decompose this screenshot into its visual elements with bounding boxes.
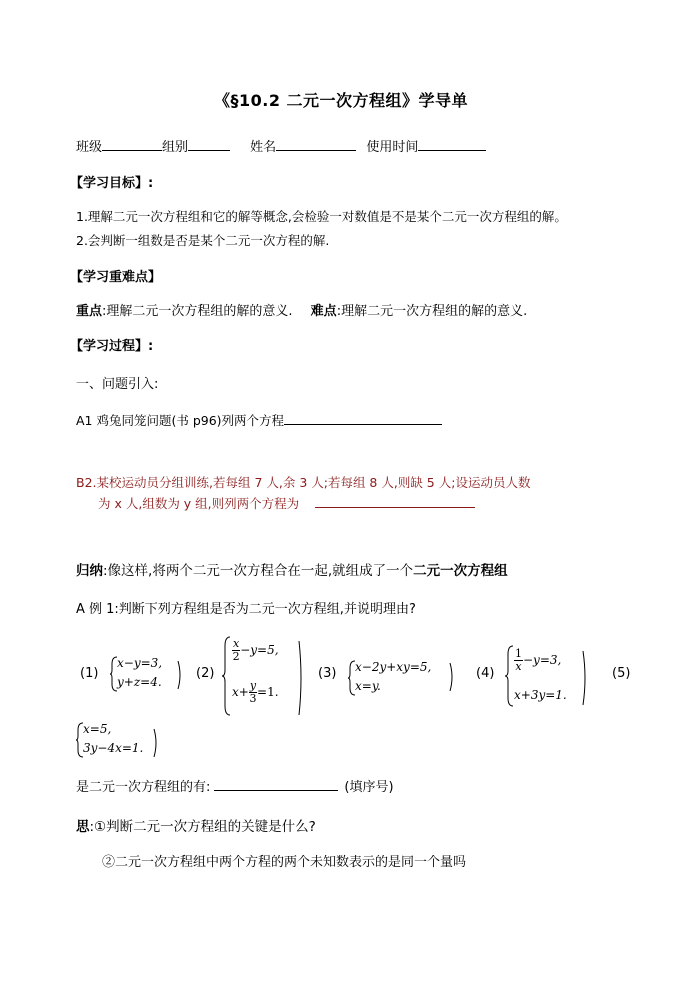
sys2-eq2: x+ $\frac{y}{3}$ =1. bbox=[232, 679, 279, 705]
system-label-3: (3) bbox=[318, 666, 337, 681]
sys2-eq1: $\frac{x}{2}$ −y=5, bbox=[232, 637, 279, 663]
sys1-eq2: y+z=4. bbox=[117, 675, 162, 689]
a1-text: A1 鸡兔同笼问题(书 p96)列两个方程 bbox=[76, 413, 285, 428]
rparen-3 bbox=[449, 662, 455, 692]
sys5-eq2: 3y−4x=1. bbox=[83, 741, 144, 755]
think-q1: :①判断二元一次方程组的关键是什么? bbox=[89, 819, 316, 835]
brace-2 bbox=[222, 636, 231, 716]
example-intro: A 例 1:判断下列方程组是否为二元一次方程组,并说明理由? bbox=[76, 602, 416, 617]
sys3-eq1: x−2y+xy=5, bbox=[355, 660, 432, 674]
hard-text: :理解二元一次方程组的解的意义. bbox=[336, 304, 528, 319]
key-label: 重点 bbox=[76, 304, 103, 319]
sys4-eq2: x+3y=1. bbox=[514, 688, 567, 702]
a1-blank[interactable] bbox=[284, 412, 442, 425]
group-label: 组别 bbox=[162, 140, 189, 155]
page-title: 《§10.2 二元一次方程组》学导单 bbox=[214, 91, 469, 110]
hard-label: 难点 bbox=[310, 304, 337, 319]
keypoints-heading: 【学习重难点】 bbox=[70, 270, 162, 285]
sys1-eq1: x−y=3, bbox=[117, 656, 163, 670]
sys4-frac1: $\frac{1}{x}$ bbox=[515, 647, 522, 673]
think-label: 思 bbox=[76, 819, 90, 835]
time-blank[interactable] bbox=[418, 138, 486, 151]
section-intro: 一、问题引入: bbox=[76, 377, 159, 392]
brace-4 bbox=[505, 645, 514, 707]
answer-hint: (填序号) bbox=[344, 780, 394, 795]
goal-item-1: 1.理解二元一次方程组和它的解等概念,会检验一对数值是不是某个二元一次方程组的解。 bbox=[76, 209, 567, 224]
b2-text: 为 x 人,组数为 y 组,则列两个方程为 bbox=[98, 496, 300, 511]
system-label-2: (2) bbox=[196, 666, 215, 681]
system-label-5: (5) bbox=[612, 666, 631, 681]
question-a1 bbox=[76, 411, 442, 429]
goals-heading: 【学习目标】: bbox=[70, 176, 154, 191]
rparen-4 bbox=[582, 650, 588, 706]
answer-blank[interactable] bbox=[214, 778, 338, 791]
process-heading: 【学习过程】: bbox=[70, 339, 154, 354]
question-b2-line2 bbox=[98, 494, 475, 512]
summary-text: :像这样,将两个二元一次方程合在一起,就组成了一个 bbox=[103, 563, 414, 579]
class-label: 班级 bbox=[76, 140, 103, 155]
summary-label: 归纳 bbox=[76, 563, 103, 579]
sys3-eq2: x=y. bbox=[355, 679, 381, 693]
goal-item-2: 2.会判断一组数是否是某个二元一次方程的解. bbox=[76, 233, 330, 248]
rparen-1 bbox=[177, 660, 183, 690]
answer-label: 是二元一次方程组的有: bbox=[76, 780, 211, 795]
think-line-1 bbox=[76, 815, 316, 835]
rparen-2 bbox=[298, 640, 304, 716]
info-line bbox=[76, 136, 486, 155]
name-label: 姓名 bbox=[250, 140, 277, 155]
sys2-frac2: $\frac{y}{3}$ bbox=[249, 679, 257, 705]
sys2-frac1: $\frac{x}{2}$ bbox=[232, 637, 240, 663]
question-b2-line1: B2.某校运动员分组训练,若每组 7 人,余 3 人;若每组 8 人,则缺 5 人;设运动员人数 bbox=[76, 475, 531, 490]
system-label-1: (1) bbox=[80, 666, 99, 681]
time-label: 使用时间 bbox=[366, 140, 419, 155]
rparen-5 bbox=[153, 728, 159, 758]
system-label-4: (4) bbox=[476, 666, 495, 681]
sys4-eq1: $\frac{1}{x}$ −y=3, bbox=[515, 647, 562, 673]
summary-line bbox=[76, 559, 508, 579]
think-line-2: ②二元一次方程组中两个方程的两个未知数表示的是同一个量吗 bbox=[102, 855, 467, 870]
b2-blank[interactable] bbox=[315, 495, 475, 508]
class-blank[interactable] bbox=[102, 138, 162, 151]
group-blank[interactable] bbox=[188, 138, 230, 151]
key-text: :理解二元一次方程组的解的意义. bbox=[102, 304, 293, 319]
answer-line bbox=[76, 776, 394, 795]
keypoints-line bbox=[76, 300, 527, 319]
name-blank[interactable] bbox=[276, 138, 356, 151]
sys5-eq1: x=5, bbox=[83, 722, 112, 736]
summary-term: 二元一次方程组 bbox=[413, 563, 508, 579]
